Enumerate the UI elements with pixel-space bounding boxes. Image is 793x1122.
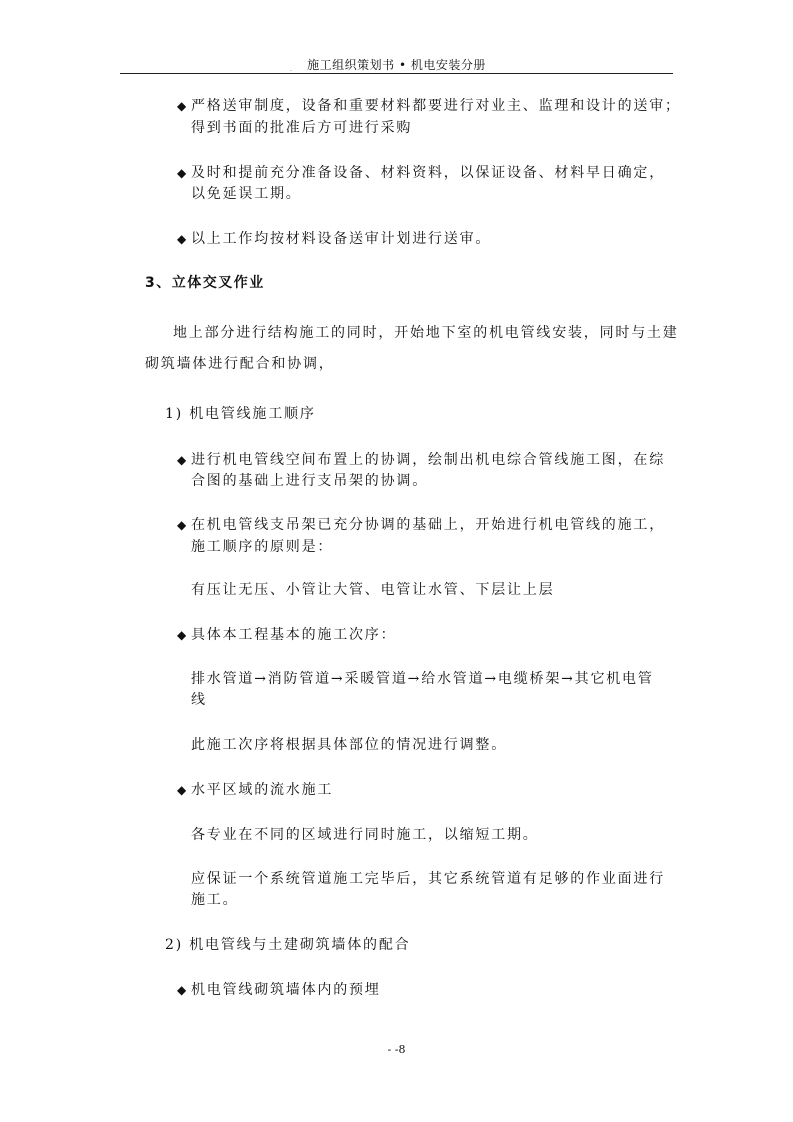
bullet-item-3-line-1 (177, 229, 491, 249)
bullet-item-4-line-1 (177, 450, 665, 470)
bullet-item-2-line-1 (177, 163, 665, 183)
bullet-item-4-line-2: 合图的基础上进行支吊架的协调。 (191, 473, 428, 489)
diamond-bullet-icon: ◆ (177, 453, 187, 467)
diamond-bullet-icon: ◆ (177, 99, 187, 113)
sequence-text-line-1: 排水管道→消防管道→采暖管道→给水管道→电缆桥架→其它机电管 (191, 671, 654, 687)
bullet-item-1-line-2: 得到书面的批准后方可进行采购 (191, 120, 413, 136)
paragraph-1-line-1: 地上部分进行结构施工的同时，开始地下室的机电管线安装，同时与土建 (173, 325, 679, 341)
diamond-bullet-icon: ◆ (177, 166, 187, 180)
diamond-bullet-icon: ◆ (177, 628, 187, 642)
rule-text: 有压让无压、小管让大管、电管让水管、下层让上层 (191, 582, 555, 598)
bullet-text: 机电管线砌筑墙体内的预埋 (191, 982, 381, 998)
bullet-item-5-line-2: 施工顺序的原则是： (191, 539, 334, 555)
bullet-text: 以上工作均按材料设备送审计划进行送审。 (191, 231, 492, 247)
concurrent-text: 各专业在不同的区域进行同时施工，以缩短工期。 (191, 827, 539, 843)
bullet-text: 具体本工程基本的施工次序： (191, 627, 397, 643)
diamond-bullet-icon: ◆ (177, 232, 187, 246)
bullet-item-5-line-1 (177, 515, 665, 535)
bullet-item-7-line-1 (177, 780, 333, 800)
page-header (120, 56, 673, 73)
guarantee-text-line-1: 应保证一个系统管道施工完毕后，其它系统管道有足够的作业面进行 (191, 871, 665, 887)
subsection-heading-1: 1) 机电管线施工顺序 (165, 406, 316, 422)
diamond-bullet-icon: ◆ (177, 783, 187, 797)
subsection-heading-2: 2) 机电管线与土建砌筑墙体的配合 (165, 937, 411, 953)
header-dot: . (290, 66, 293, 73)
bullet-text: 水平区域的流水施工 (191, 782, 334, 798)
bullet-text: 进行机电管线空间布置上的协调，绘制出机电综合管线施工图，在综 (191, 452, 665, 468)
bullet-text: 严格送审制度，设备和重要材料都要进行对业主、监理和设计的送审； (191, 98, 681, 114)
diamond-bullet-icon: ◆ (177, 518, 187, 532)
paragraph-1-line-2: 砌筑墙体进行配合和协调， (145, 356, 335, 372)
sequence-text-line-2: 线 (191, 692, 207, 708)
section-heading-3: 3、立体交叉作业 (145, 275, 265, 291)
adjustment-text: 此施工次序将根据具体部位的情况进行调整。 (191, 737, 507, 753)
guarantee-text-line-2: 施工。 (191, 892, 239, 908)
header-rule (120, 73, 673, 74)
bullet-text: 在机电管线支吊架已充分协调的基础上，开始进行机电管线的施工， (191, 517, 665, 533)
page-number: - -8 (387, 1043, 406, 1056)
bullet-item-1-line-1 (177, 96, 681, 116)
header-title: 施工组织策划书 • 机电安装分册 (307, 58, 486, 72)
bullet-text: 及时和提前充分准备设备、材料资料，以保证设备、材料早日确定， (191, 165, 665, 181)
bullet-item-8-line-1 (177, 980, 381, 1000)
bullet-item-2-line-2: 以免延误工期。 (191, 186, 302, 202)
bullet-item-6-line-1 (177, 625, 396, 645)
diamond-bullet-icon: ◆ (177, 983, 187, 997)
